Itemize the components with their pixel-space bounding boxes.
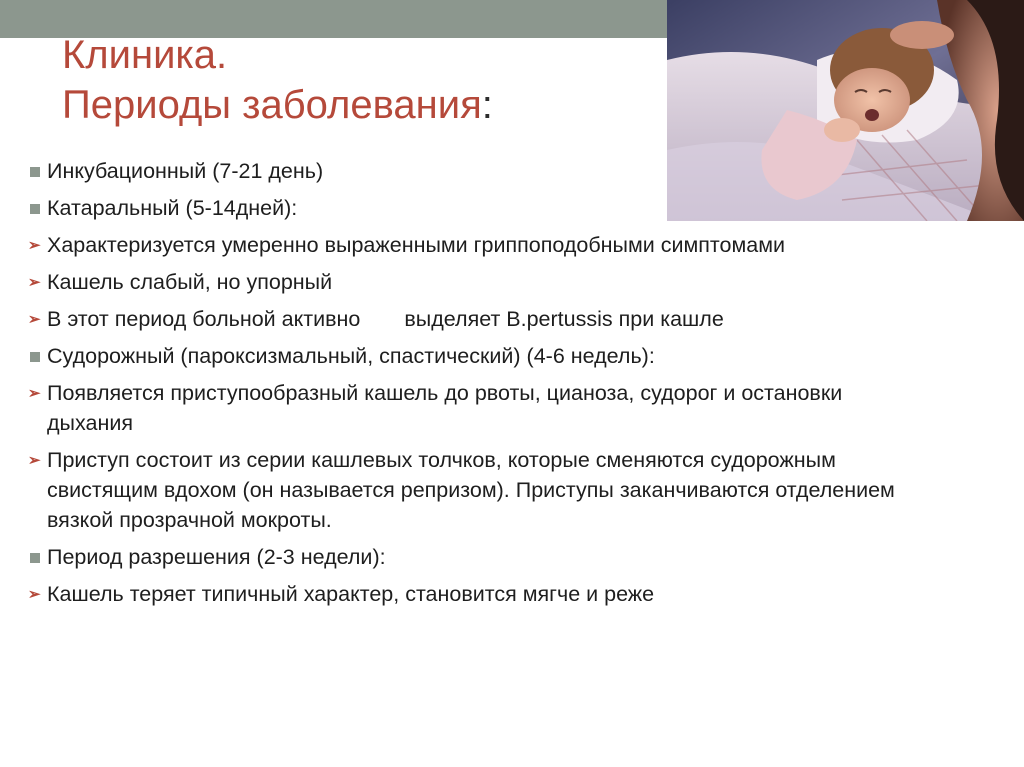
list-item-text: В этот период больной активно (47, 307, 361, 331)
square-bullet-icon (28, 341, 44, 371)
list-item-text: Приступ состоит из серии кашлевых толчков, которые сменяются судорожным свистящим вдохом (он называется репризом). Приступы заканчиваются отделением вязкой прозрачной мокроты. (47, 448, 895, 532)
list-item-text: Судорожный (пароксизмальный, спастический) (4-6 недель): (47, 344, 655, 368)
list-item (28, 156, 928, 186)
arrow-bullet-icon: ➢ (28, 452, 41, 469)
list-item (28, 445, 928, 535)
arrow-bullet-icon: ➢ (28, 385, 41, 402)
list-item-text: Кашель слабый, но упорный (47, 270, 333, 294)
title-colon: : (481, 83, 493, 127)
list-item-text-continued: выделяет B.pertussis при кашле (404, 307, 724, 331)
list-item (28, 542, 928, 572)
list-item (28, 267, 928, 297)
list-item (28, 304, 928, 334)
list-item-text: Инкубационный (7-21 день) (47, 159, 324, 183)
arrow-bullet-icon: ➢ (28, 274, 41, 291)
list-item-text: Кашель теряет типичный характер, становится мягче и реже (47, 582, 655, 606)
bullet-list (28, 156, 928, 616)
slide-title (62, 30, 493, 130)
arrow-bullet-icon: ➢ (28, 237, 41, 254)
list-item (28, 193, 928, 223)
list-item (28, 341, 928, 371)
list-item (28, 230, 928, 260)
list-item-text: Катаральный (5-14дней): (47, 196, 298, 220)
square-bullet-icon (28, 193, 44, 223)
arrow-bullet-icon: ➢ (28, 586, 41, 603)
title-line-1: Клиника. (62, 33, 228, 77)
list-item (28, 378, 928, 438)
list-item-text: Период разрешения (2-3 недели): (47, 545, 386, 569)
square-bullet-icon (28, 156, 44, 186)
square-bullet-icon (28, 542, 44, 572)
title-line-2: Периоды заболевания (62, 83, 482, 127)
list-item (28, 579, 928, 609)
list-item-text: Характеризуется умеренно выраженными гриппоподобными симптомами (47, 233, 786, 257)
arrow-bullet-icon: ➢ (28, 311, 41, 328)
list-item-text: Появляется приступообразный кашель до рвоты, цианоза, судорог и остановки дыхания (47, 381, 843, 435)
